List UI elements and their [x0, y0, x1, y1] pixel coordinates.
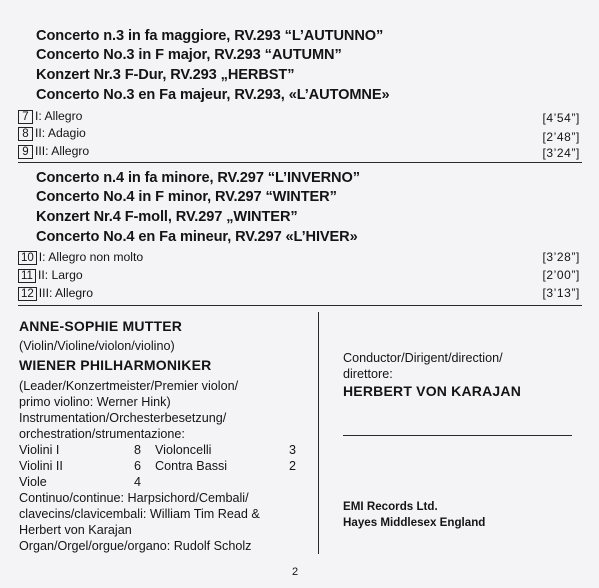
record-label: EMI Records Ltd.	[343, 500, 438, 513]
continuo-line: Continuo/continue: Harpsichord/Cembali/	[19, 491, 249, 505]
track-duration: [2’48”]	[542, 130, 580, 144]
track-number: 11	[18, 269, 36, 283]
track-duration: [2’00”]	[542, 268, 580, 282]
vertical-divider	[318, 312, 319, 554]
track-row	[18, 109, 580, 124]
concerto4-title-fr: Concerto No.4 en Fa mineur, RV.297 «L’HIVER»	[36, 229, 358, 245]
leader-line: primo violino: Werner Hink)	[19, 395, 171, 409]
section-name: Violoncelli	[155, 443, 212, 457]
soloist-role: (Violin/Violine/violon/violino)	[19, 339, 175, 353]
instrumentation-line: orchestration/strumentazione:	[19, 427, 185, 441]
instrumentation-line: Instrumentation/Orchesterbesetzung/	[19, 411, 227, 425]
section-name: Violini II	[19, 459, 63, 473]
track-number: 8	[18, 127, 33, 141]
leader-line: (Leader/Konzertmeister/Premier violon/	[19, 379, 239, 393]
concerto3-title-fr: Concerto No.3 en Fa majeur, RV.293, «L’AUTOMNE»	[36, 87, 390, 103]
track-row	[18, 268, 580, 283]
track-row	[18, 250, 580, 265]
track-number: 12	[18, 287, 37, 301]
concerto3-title-it: Concerto n.3 in fa maggiore, RV.293 “L’AUTUNNO”	[36, 28, 384, 44]
track-title: I: Allegro	[35, 109, 83, 123]
conductor-name: HERBERT VON KARAJAN	[343, 383, 522, 399]
concerto4-title-it: Concerto n.4 in fa minore, RV.297 “L’INVERNO”	[36, 170, 360, 186]
track-row	[18, 144, 580, 159]
section-count: 6	[134, 459, 142, 473]
section-row	[19, 475, 304, 491]
concerto3-title-de: Konzert Nr.3 F-Dur, RV.293 „HERBST”	[36, 67, 295, 83]
section-count: 8	[134, 443, 142, 457]
section-row	[19, 459, 304, 475]
track-title: II: Adagio	[35, 126, 86, 140]
track-title: III: Allegro	[38, 286, 93, 300]
section-count: 3	[289, 443, 297, 457]
page-number: 2	[292, 566, 299, 578]
continuo-line: Herbert von Karajan	[19, 523, 132, 537]
track-title: I: Allegro non molto	[38, 250, 144, 264]
track-number: 7	[18, 110, 33, 124]
divider-line	[18, 162, 582, 163]
soloist-name: ANNE-SOPHIE MUTTER	[19, 318, 183, 334]
organ-line: Organ/Orgel/orgue/organo: Rudolf Scholz	[19, 539, 252, 553]
section-name: Viole	[19, 475, 47, 489]
record-label-address: Hayes Middlesex England	[343, 516, 486, 529]
section-count: 2	[289, 459, 297, 473]
orchestra-name: WIENER PHILHARMONIKER	[19, 357, 212, 373]
track-number: 10	[18, 251, 37, 265]
section-count: 4	[134, 475, 142, 489]
track-row	[18, 286, 580, 301]
section-name: Contra Bassi	[155, 459, 228, 473]
section-row	[19, 443, 304, 459]
concerto4-title-de: Konzert Nr.4 F-moll, RV.297 „WINTER”	[36, 209, 298, 225]
track-duration: [3’28”]	[542, 250, 580, 264]
conductor-label: Conductor/Dirigent/direction/	[343, 351, 503, 365]
conductor-label: direttore:	[343, 367, 393, 381]
track-title: II: Largo	[37, 268, 83, 282]
track-row	[18, 126, 580, 144]
track-duration: [4’54”]	[542, 111, 580, 125]
track-number: 9	[18, 145, 33, 159]
track-duration: [3’24”]	[542, 146, 580, 160]
continuo-line: clavecins/clavicembali: William Tim Read &	[19, 507, 260, 521]
concerto3-title-en: Concerto No.3 in F major, RV.293 “AUTUMN”	[36, 47, 342, 63]
divider-line	[343, 435, 572, 436]
section-name: Violini I	[19, 443, 60, 457]
track-title: III: Allegro	[35, 144, 90, 158]
divider-line	[18, 305, 582, 306]
concerto4-title-en: Concerto No.4 in F minor, RV.297 “WINTER”	[36, 189, 337, 205]
track-duration: [3’13”]	[542, 286, 580, 300]
